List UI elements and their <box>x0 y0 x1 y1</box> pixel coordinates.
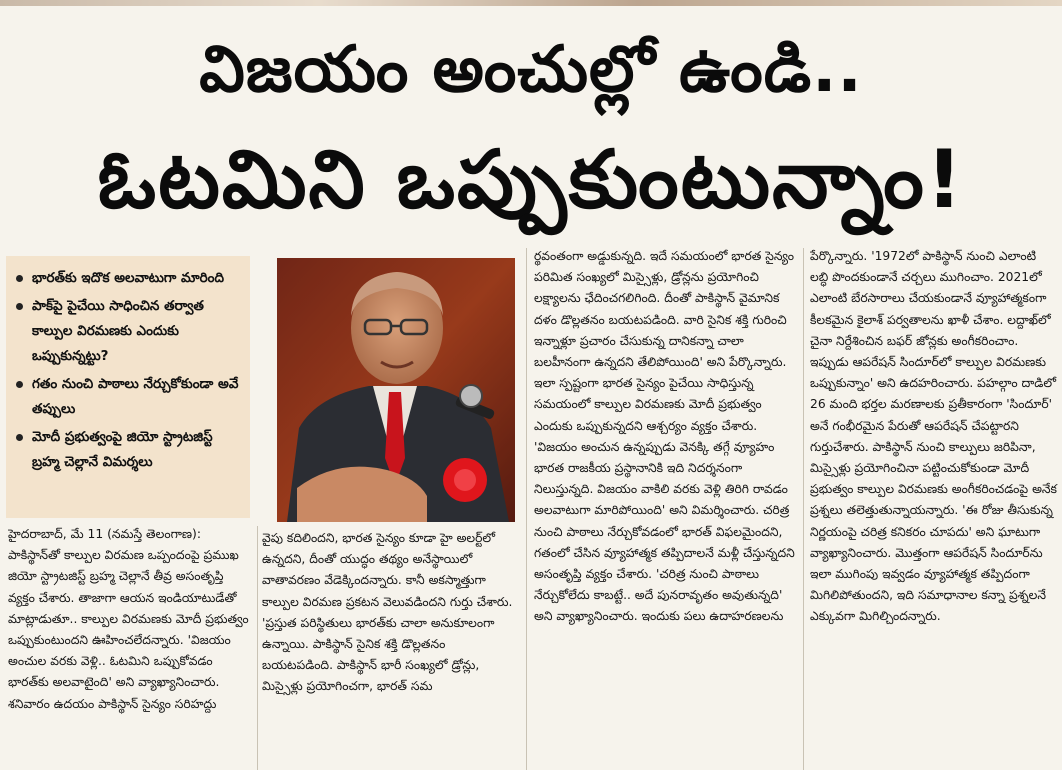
highlight-bullet: గతం నుంచి పాఠాలు నేర్చుకోకుండా అవే తప్పులు <box>16 372 242 422</box>
article-column-4 <box>810 246 1058 770</box>
column-divider <box>803 248 804 770</box>
article-column-1 <box>8 524 252 770</box>
column-divider <box>526 248 527 770</box>
speaker-photo <box>277 258 515 522</box>
article-paragraph: పేర్కొన్నారు. '1972లో పాకిస్థాన్ నుంచి ఎలాంటి లబ్ధి పొందకుండానే చర్చలు ముగించాం. 2021లో ఎలాంటి బేరసారాలు చేయకుండానే వ్యూహాత్మకంగా కీలకమైన కైలాశ్ పర్వతాలను ఖాళీ చేశాం. లద్దాఖ్‌లో చైనా నిర్దేశించిన బఫర్ జోన్లకు అంగీకరించాం. ఇప్పుడు ఆపరేషన్ సిందూర్‌లో కాల్పుల విరమణకు ఒప్పుకున్నాం' అని ఉదహరించారు. పహల్గాం దాడిలో 26 మంది భర్తల మరణాలకు ప్రతీకారంగా 'సిందూర్' అనే గంభీరమైన పేరుతో ఆపరేషన్ చేపట్టారని గుర్తుచేశారు. పాకిస్థాన్ నుంచి కాల్పులు జరిపినా, మిస్సైళ్లు ప్రయోగించినా పట్టించుకోకుండా మోదీ ప్రభుత్వం కాల్పుల విరమణకు అంగీకరించడంపై అనేక ప్రశ్నలు తలెత్తుతున్నాయన్నారు. 'ఈ రోజు తీసుకున్న నిర్ణయంపై చరిత్ర కనికరం చూపదు' అని ఘాటుగా వ్యాఖ్యానించారు. మొత్తంగా ఆపరేషన్ సిందూర్‌ను ఇలా ముగింపు ఇవ్వడం వ్యూహాత్మక తప్పిదంగా మిగిలిపోతుందని, ఇది సమాధానాల కన్నా ప్రశ్నలనే ఎక్కువగా మిగిల్చిందన్నారు. <box>810 249 1057 624</box>
highlight-bullet: మోదీ ప్రభుత్వంపై జియో స్ట్రాటజిస్ట్ బ్రహ్మ చెల్లానే విమర్శలు <box>16 425 242 475</box>
article-paragraph: ర్థవంతంగా అడ్డుకున్నది. ఇదే సమయంలో భారత సైన్యం పరిమిత సంఖ్యలో మిస్సైళ్లు, డ్రోన్లను ప్రయోగించి లక్ష్యాలను ఛేదించగలిగింది. దీంతో పాకిస్థాన్ వైమానిక దళం డొల్లతనం బయటపడింది. వారి సైనిక శక్తి గురించి ఇన్నాళ్లూ ప్రచారం చేసుకున్న దానికన్నా చాలా బలహీనంగా ఉన్నదని తేలిపోయింది' అని పేర్కొన్నారు. ఇలా స్పష్టంగా భారత సైన్యం పైచేయి సాధిస్తున్న సమయంలో కాల్పుల విరమణకు మోదీ ప్రభుత్వం ఎందుకు ఒప్పుకున్నదని ఆశ్చర్యం వ్యక్తం చేశారు. 'విజయం అంచున ఉన్నప్పుడు వెనక్కి తగ్గే వ్యూహం భారత రాజకీయ ప్రస్థానానికి ఇది నిదర్శనంగా నిలుస్తున్నది. విజయం వాకిలి వరకు వెళ్లి తిరిగి రావడం అలవాటుగా మారిపోయింది' అని విమర్శించారు. చరిత్ర నుంచి పాఠాలు నేర్చుకోవడంలో భారత్ విఫలమైందని, గతంలో చేసిన వ్యూహాత్మక తప్పిదాలనే మళ్లీ చేస్తున్నదని అసంతృప్తి వ్యక్తం చేశారు. 'చరిత్ర నుంచి పాఠాలు నేర్చుకోలేదు కాబట్టే.. అదే పునరావృతం అవుతున్నది' అని వ్యాఖ్యానించారు. ఇందుకు పలు ఉదాహరణలను <box>534 249 795 624</box>
column-divider <box>257 526 258 770</box>
headline-line-1: విజయం అంచుల్లో ఉండి.. <box>199 33 863 107</box>
headline-line-2: ఓటమిని ఒప్పుకుంటున్నాం! <box>97 133 965 226</box>
article-column-3 <box>534 246 796 770</box>
highlights-box <box>6 256 250 518</box>
page-top-strip <box>0 0 1062 6</box>
highlight-bullet: పాక్‌పై పైచేయి సాధించిన తర్వాత కాల్పుల విరమణకు ఎందుకు ఒప్పుకున్నట్టు? <box>16 294 242 369</box>
highlight-bullet: భారత్‌కు ఇదొక అలవాటుగా మారింది <box>16 266 242 291</box>
article-paragraph: హైదరాబాద్, మే 11 (నమస్తే తెలంగాణ): పాకిస్థాన్‌తో కాల్పుల విరమణ ఒప్పందంపై ప్రముఖ జియో స్ట్రాటజిస్ట్ బ్రహ్మ చెల్లానే తీవ్ర అసంతృప్తి వ్యక్తం చేశారు. తాజాగా ఆయన ఇండియాటుడేతో మాట్లాడుతూ.. కాల్పుల విరమణకు మోదీ ప్రభుత్వం ఒప్పుకుంటుందని ఊహించలేదన్నారు. 'విజయం అంచుల వరకు వెళ్లి.. ఓటమిని ఒప్పుకోవడం భారత్‌కు అలవాటైంది' అని వ్యాఖ్యానించారు. శనివారం ఉదయం పాకిస్థాన్ సైన్యం సరిహద్దు <box>8 527 249 711</box>
article-paragraph: వైపు కదిలిందని, భారత సైన్యం కూడా హై అలర్ట్‌లో ఉన్నదని, దీంతో యుద్ధం తథ్యం అనేస్థాయిలో వాతావరణం వేడెక్కిందన్నారు. కానీ అకస్మాత్తుగా కాల్పుల విరమణ ప్రకటన వెలువడిందని గుర్తు చేశారు. 'ప్రస్తుత పరిస్థితులు భారత్‌కు చాలా అనుకూలంగా ఉన్నాయి. పాకిస్థాన్ సైనిక శక్తి డొల్లతనం బయటపడింది. పాకిస్థాన్ భారీ సంఖ్యలో డ్రోన్లు, మిస్సైళ్లు ప్రయోగించగా, భారత్ సమ <box>262 531 513 694</box>
article-column-2 <box>262 528 518 770</box>
